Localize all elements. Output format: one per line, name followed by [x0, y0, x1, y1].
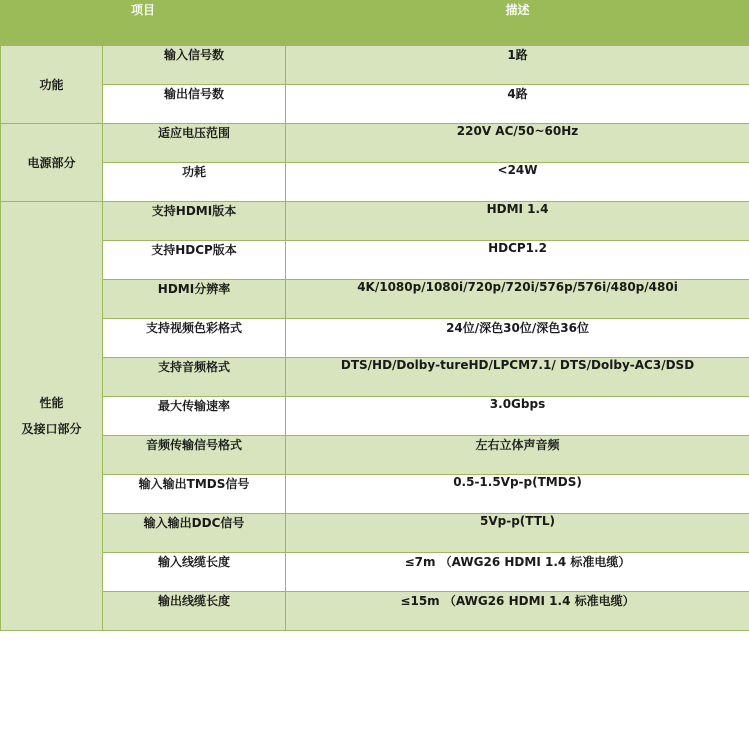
item-cell: 输入信号数	[103, 46, 286, 85]
description-cell: 左右立体声音频	[286, 436, 749, 475]
header-description: 描述	[286, 1, 749, 46]
category-power	[1, 124, 103, 202]
item-cell: 支持HDCP版本	[103, 241, 286, 280]
category-performance	[1, 202, 103, 631]
item-cell: 输出信号数	[103, 85, 286, 124]
description-cell: 1路	[286, 46, 749, 85]
description-cell: 220V AC/50~60Hz	[286, 124, 749, 163]
table-row	[1, 553, 749, 592]
description-cell: 24位/深色30位/深色36位	[286, 319, 749, 358]
item-cell: 支持音频格式	[103, 358, 286, 397]
item-cell: 输入输出DDC信号	[103, 514, 286, 553]
table-row	[1, 202, 749, 241]
table-row	[1, 592, 749, 631]
item-cell: 支持视频色彩格式	[103, 319, 286, 358]
item-cell: 音频传输信号格式	[103, 436, 286, 475]
table-row	[1, 319, 749, 358]
description-cell: ≤7m （AWG26 HDMI 1.4 标准电缆）	[286, 553, 749, 592]
header-row	[1, 1, 749, 46]
category-label-line2: 及接口部分	[21, 422, 82, 436]
table-row	[1, 85, 749, 124]
description-cell: DTS/HD/Dolby-tureHD/LPCM7.1/ DTS/Dolby-AC3/DSD	[286, 358, 749, 397]
description-cell: 3.0Gbps	[286, 397, 749, 436]
item-cell: 输出线缆长度	[103, 592, 286, 631]
table-row	[1, 397, 749, 436]
item-cell: 输入线缆长度	[103, 553, 286, 592]
table-row	[1, 124, 749, 163]
description-cell: <24W	[286, 163, 749, 202]
item-cell: 适应电压范围	[103, 124, 286, 163]
item-cell: 输入输出TMDS信号	[103, 475, 286, 514]
header-item: 项目	[1, 1, 286, 46]
table-row	[1, 436, 749, 475]
table-row	[1, 163, 749, 202]
category-label-line1: 性能	[39, 396, 64, 410]
description-cell: 4路	[286, 85, 749, 124]
table-row	[1, 46, 749, 85]
description-cell: 5Vp-p(TTL)	[286, 514, 749, 553]
description-cell: ≤15m （AWG26 HDMI 1.4 标准电缆）	[286, 592, 749, 631]
category-function	[1, 46, 103, 124]
item-cell: 功耗	[103, 163, 286, 202]
description-cell: HDMI 1.4	[286, 202, 749, 241]
table-row	[1, 241, 749, 280]
description-cell: 4K/1080p/1080i/720p/720i/576p/576i/480p/480i	[286, 280, 749, 319]
table-row	[1, 475, 749, 514]
description-cell: 0.5-1.5Vp-p(TMDS)	[286, 475, 749, 514]
table-row	[1, 358, 749, 397]
description-cell: HDCP1.2	[286, 241, 749, 280]
table-row	[1, 280, 749, 319]
item-cell: 最大传输速率	[103, 397, 286, 436]
category-label: 电源部分	[27, 155, 76, 170]
table-row	[1, 514, 749, 553]
item-cell: 支持HDMI版本	[103, 202, 286, 241]
item-cell: HDMI分辨率	[103, 280, 286, 319]
category-label: 功能	[39, 77, 64, 92]
